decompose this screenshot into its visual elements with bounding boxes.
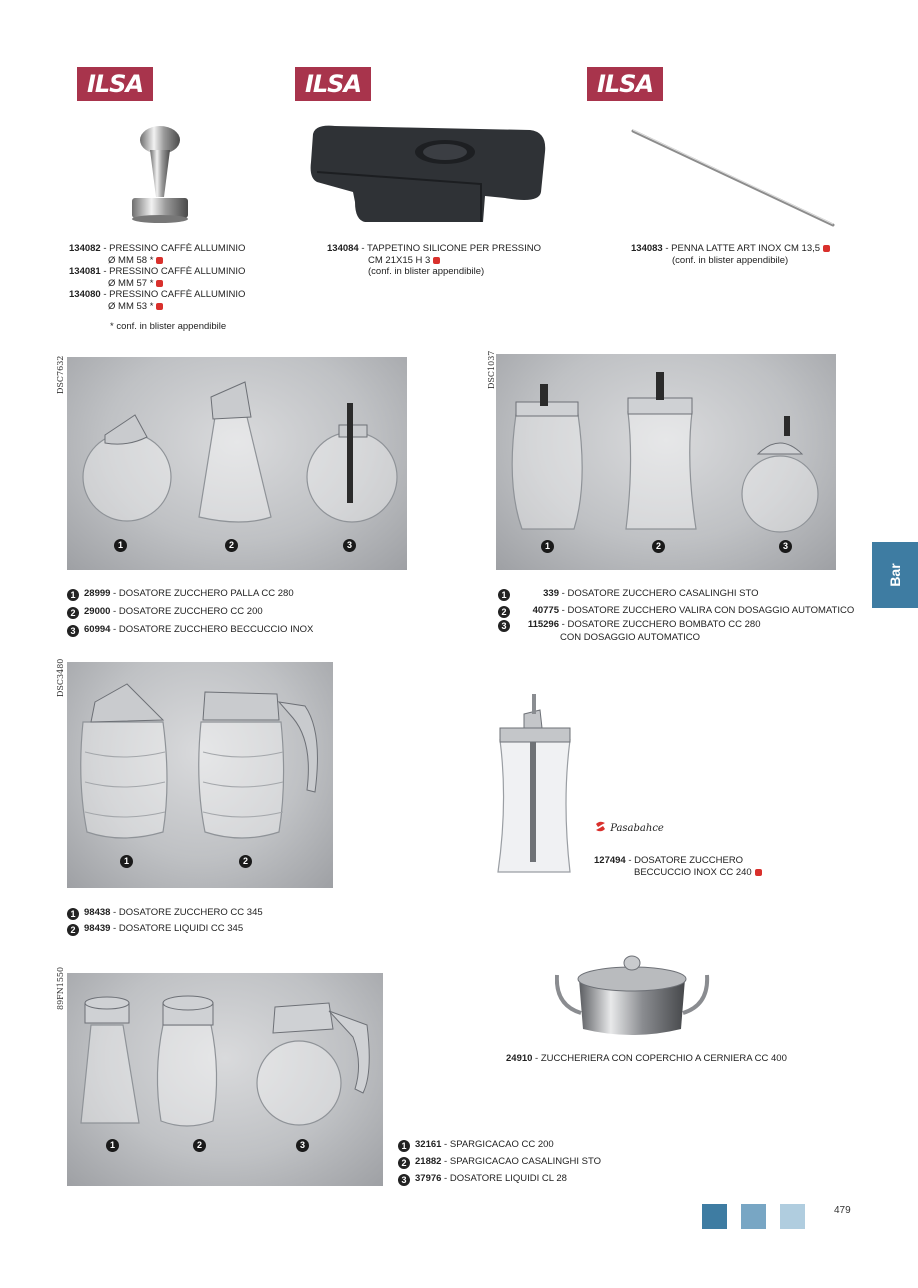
- marker-1: 1: [120, 855, 133, 868]
- list-item: 2 29000 - DOSATORE ZUCCHERO CC 200: [67, 603, 313, 621]
- cocoa-shakers-photo: [67, 973, 383, 1186]
- pasabahce-logo: Pasabahce: [594, 820, 664, 834]
- pasabahce-logo-icon: [594, 820, 607, 833]
- mat-caption: 134084 - TAPPETINO SILICONE PER PRESSINO CM 21X15 H 3 (conf. in blister appendibile): [327, 243, 542, 277]
- list-item: 1 28999 - DOSATORE ZUCCHERO PALLA CC 280: [67, 585, 313, 603]
- decor-square: [741, 1204, 766, 1229]
- marker-1: 1: [106, 1139, 119, 1152]
- list-item: 3 60994 - DOSATORE ZUCCHERO BECCUCCIO INOX: [67, 621, 313, 639]
- photo-code: 89FN1550: [56, 966, 65, 1010]
- status-dot: [433, 257, 440, 264]
- ilsa-logo: ILSA: [77, 67, 153, 101]
- list-item: 1 98438 - DOSATORE ZUCCHERO CC 345: [67, 905, 263, 921]
- photo-code: DSC3480: [56, 658, 65, 697]
- group-a-list: [67, 585, 313, 639]
- latte-art-pen-image: [625, 125, 840, 230]
- page-number: 479: [834, 1205, 851, 1216]
- section-tab-bar[interactable]: Bar: [872, 542, 918, 608]
- decor-square: [702, 1204, 727, 1229]
- decor-square: [780, 1204, 805, 1229]
- marker-3: 3: [779, 540, 792, 553]
- ilsa-logo: ILSA: [587, 67, 663, 101]
- marker-2: 2: [193, 1139, 206, 1152]
- pen-caption: 134083 - PENNA LATTE ART INOX CM 13,5 (conf. in blister appendibile): [631, 243, 830, 266]
- list-item: 3 115296 - DOSATORE ZUCCHERO BOMBATO CC 280 CON DOSAGGIO AUTOMATICO: [498, 619, 854, 643]
- sugar-dispensers-photo-a: [67, 357, 407, 570]
- photo-code: DSC7632: [56, 355, 65, 394]
- pasabahce-dispenser-image: [494, 692, 576, 882]
- status-dot: [823, 245, 830, 252]
- tamper-image: [120, 122, 200, 232]
- status-dot: [755, 869, 762, 876]
- list-item: 2 21882 - SPARGICACAO CASALINGHI STO: [398, 1153, 601, 1170]
- pasabahce-caption: 127494 - DOSATORE ZUCCHERO BECCUCCIO INOX CC 240: [594, 855, 762, 878]
- sugar-dispensers-photo-c: [67, 662, 333, 888]
- status-dot: [156, 280, 163, 287]
- status-dot: [156, 257, 163, 264]
- marker-2: 2: [239, 855, 252, 868]
- sugar-bowl-caption: 24910 - ZUCCHERIERA CON COPERCHIO A CERNIERA CC 400: [506, 1053, 787, 1064]
- list-item: 2 98439 - DOSATORE LIQUIDI CC 345: [67, 921, 263, 937]
- ilsa-logo: ILSA: [295, 67, 371, 101]
- list-item: 1 32161 - SPARGICACAO CC 200: [398, 1136, 601, 1153]
- silicone-mat-image: [305, 122, 550, 227]
- tamper-caption: 134082 - PRESSINO CAFFÈ ALLUMINIO Ø MM 58 * 134081 - PRESSINO CAFFÈ ALLUMINIO Ø MM 57 * 134080 - PRESSINO CAFFÈ ALLUMINIO Ø MM 53 * * conf. in blister appendibile: [69, 243, 246, 332]
- marker-1: 1: [114, 539, 127, 552]
- status-dot: [156, 303, 163, 310]
- marker-2: 2: [652, 540, 665, 553]
- list-item: 2 40775 - DOSATORE ZUCCHERO VALIRA CON DOSAGGIO AUTOMATICO: [498, 602, 854, 619]
- group-d-list: [398, 1136, 601, 1187]
- photo-code: DSC1037: [487, 350, 496, 389]
- group-c-list: [67, 905, 263, 937]
- sugar-dispensers-photo-b: [496, 354, 836, 570]
- sugar-bowl-image: [555, 945, 710, 1045]
- marker-1: 1: [541, 540, 554, 553]
- list-item: 1 339 - DOSATORE ZUCCHERO CASALINGHI STO: [498, 585, 854, 602]
- group-b-list: [498, 585, 854, 643]
- marker-3: 3: [343, 539, 356, 552]
- marker-2: 2: [225, 539, 238, 552]
- list-item: 3 37976 - DOSATORE LIQUIDI CL 28: [398, 1170, 601, 1187]
- marker-3: 3: [296, 1139, 309, 1152]
